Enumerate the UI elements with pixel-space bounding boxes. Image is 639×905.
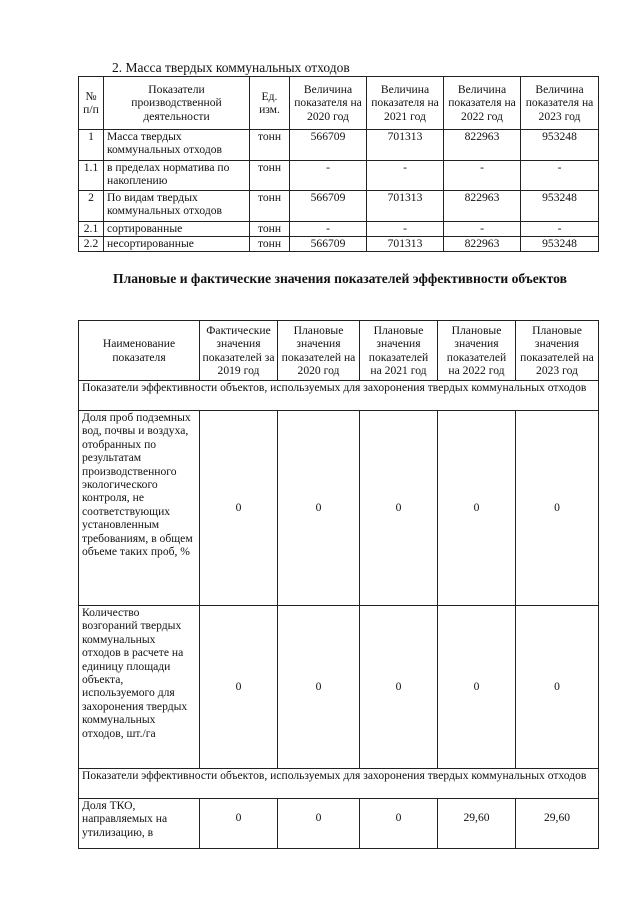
- value-2020: 566709: [290, 191, 367, 222]
- value-2021: 0: [360, 606, 438, 769]
- group-heading: Показатели эффективности объектов, используемых для захоронения твердых коммунальных отходов: [79, 381, 599, 411]
- row-num: 1.1: [79, 161, 104, 191]
- row-unit: тонн: [250, 130, 290, 161]
- row-name: несортированные: [104, 237, 250, 252]
- value-2020: 0: [278, 606, 360, 769]
- group-row: [79, 769, 599, 799]
- value-2023: -: [521, 161, 599, 191]
- col-header-plan-2021: Плановые значения показателей на 2021 год: [360, 321, 438, 381]
- efficiency-section-title: Плановые и фактические значения показателей эффективности объектов: [113, 271, 567, 286]
- value-2021: 0: [360, 799, 438, 849]
- col-header-indicator: Показатели производственной деятельности: [104, 77, 250, 130]
- value-2020: 566709: [290, 130, 367, 161]
- row-name: в пределах норматива по накоплению: [104, 161, 250, 191]
- value-2023: 953248: [521, 130, 599, 161]
- table-row: [79, 191, 599, 222]
- col-header-plan-2020: Плановые значения показателей на 2020 год: [278, 321, 360, 381]
- value-2019: 0: [200, 411, 278, 606]
- value-2023: 0: [516, 411, 599, 606]
- group-heading: Показатели эффективности объектов, используемых для захоронения твердых коммунальных отходов: [79, 769, 599, 799]
- row-name: сортированные: [104, 222, 250, 237]
- indicator-name: Доля проб подземных вод, почвы и воздуха, отобранных по результатам производственного экологического контроля, не соответствующих установленным требованиям, в общем объеме таких проб, %: [79, 411, 200, 606]
- value-2022: -: [444, 161, 521, 191]
- value-2022: 0: [438, 411, 516, 606]
- value-2020: 566709: [290, 237, 367, 252]
- col-header-2020: Величина показателя на 2020 год: [290, 77, 367, 130]
- value-2023: -: [521, 222, 599, 237]
- col-header-name: Наименование показателя: [79, 321, 200, 381]
- row-num: 1: [79, 130, 104, 161]
- row-num: 2.1: [79, 222, 104, 237]
- table-row: [79, 237, 599, 252]
- row-unit: тонн: [250, 161, 290, 191]
- row-name: По видам твердых коммунальных отходов: [104, 191, 250, 222]
- value-2023: 0: [516, 606, 599, 769]
- value-2019: 0: [200, 799, 278, 849]
- row-unit: тонн: [250, 237, 290, 252]
- row-unit: тонн: [250, 191, 290, 222]
- value-2021: -: [367, 161, 444, 191]
- value-2022: 29,60: [438, 799, 516, 849]
- value-2021: 701313: [367, 130, 444, 161]
- value-2022: 0: [438, 606, 516, 769]
- table-row: [79, 606, 599, 769]
- value-2023: 953248: [521, 191, 599, 222]
- value-2023: 29,60: [516, 799, 599, 849]
- value-2022: 822963: [444, 130, 521, 161]
- value-2021: 701313: [367, 237, 444, 252]
- col-header-num: № п/п: [79, 77, 104, 130]
- col-header-fact-2019: Фактические значения показателей за 2019 год: [200, 321, 278, 381]
- value-2021: 0: [360, 411, 438, 606]
- col-header-unit: Ед. изм.: [250, 77, 290, 130]
- col-header-plan-2022: Плановые значения показателей на 2022 год: [438, 321, 516, 381]
- table-row: [79, 222, 599, 237]
- row-unit: тонн: [250, 222, 290, 237]
- value-2019: 0: [200, 606, 278, 769]
- mass-table: [78, 76, 599, 252]
- group-row: [79, 381, 599, 411]
- row-num: 2: [79, 191, 104, 222]
- value-2021: 701313: [367, 191, 444, 222]
- row-name: Масса твердых коммунальных отходов: [104, 130, 250, 161]
- value-2023: 953248: [521, 237, 599, 252]
- table-row: [79, 130, 599, 161]
- value-2020: 0: [278, 799, 360, 849]
- efficiency-table: [78, 320, 599, 849]
- value-2020: 0: [278, 411, 360, 606]
- col-header-2022: Величина показателя на 2022 год: [444, 77, 521, 130]
- col-header-2023: Величина показателя на 2023 год: [521, 77, 599, 130]
- col-header-plan-2023: Плановые значения показателей на 2023 год: [516, 321, 599, 381]
- table-row: [79, 161, 599, 191]
- indicator-name: Доля ТКО, направляемых на утилизацию, в: [79, 799, 200, 849]
- value-2022: -: [444, 222, 521, 237]
- value-2022: 822963: [444, 237, 521, 252]
- value-2021: -: [367, 222, 444, 237]
- value-2020: -: [290, 161, 367, 191]
- col-header-2021: Величина показателя на 2021 год: [367, 77, 444, 130]
- row-num: 2.2: [79, 237, 104, 252]
- value-2020: -: [290, 222, 367, 237]
- table-row: [79, 411, 599, 606]
- mass-section-title: 2. Масса твердых коммунальных отходов: [112, 60, 350, 75]
- indicator-name: Количество возгораний твердых коммунальных отходов в расчете на единицу площади объекта, используемого для захоронения твердых коммунальных отходов, шт./га: [79, 606, 200, 769]
- value-2022: 822963: [444, 191, 521, 222]
- table-row: [79, 799, 599, 849]
